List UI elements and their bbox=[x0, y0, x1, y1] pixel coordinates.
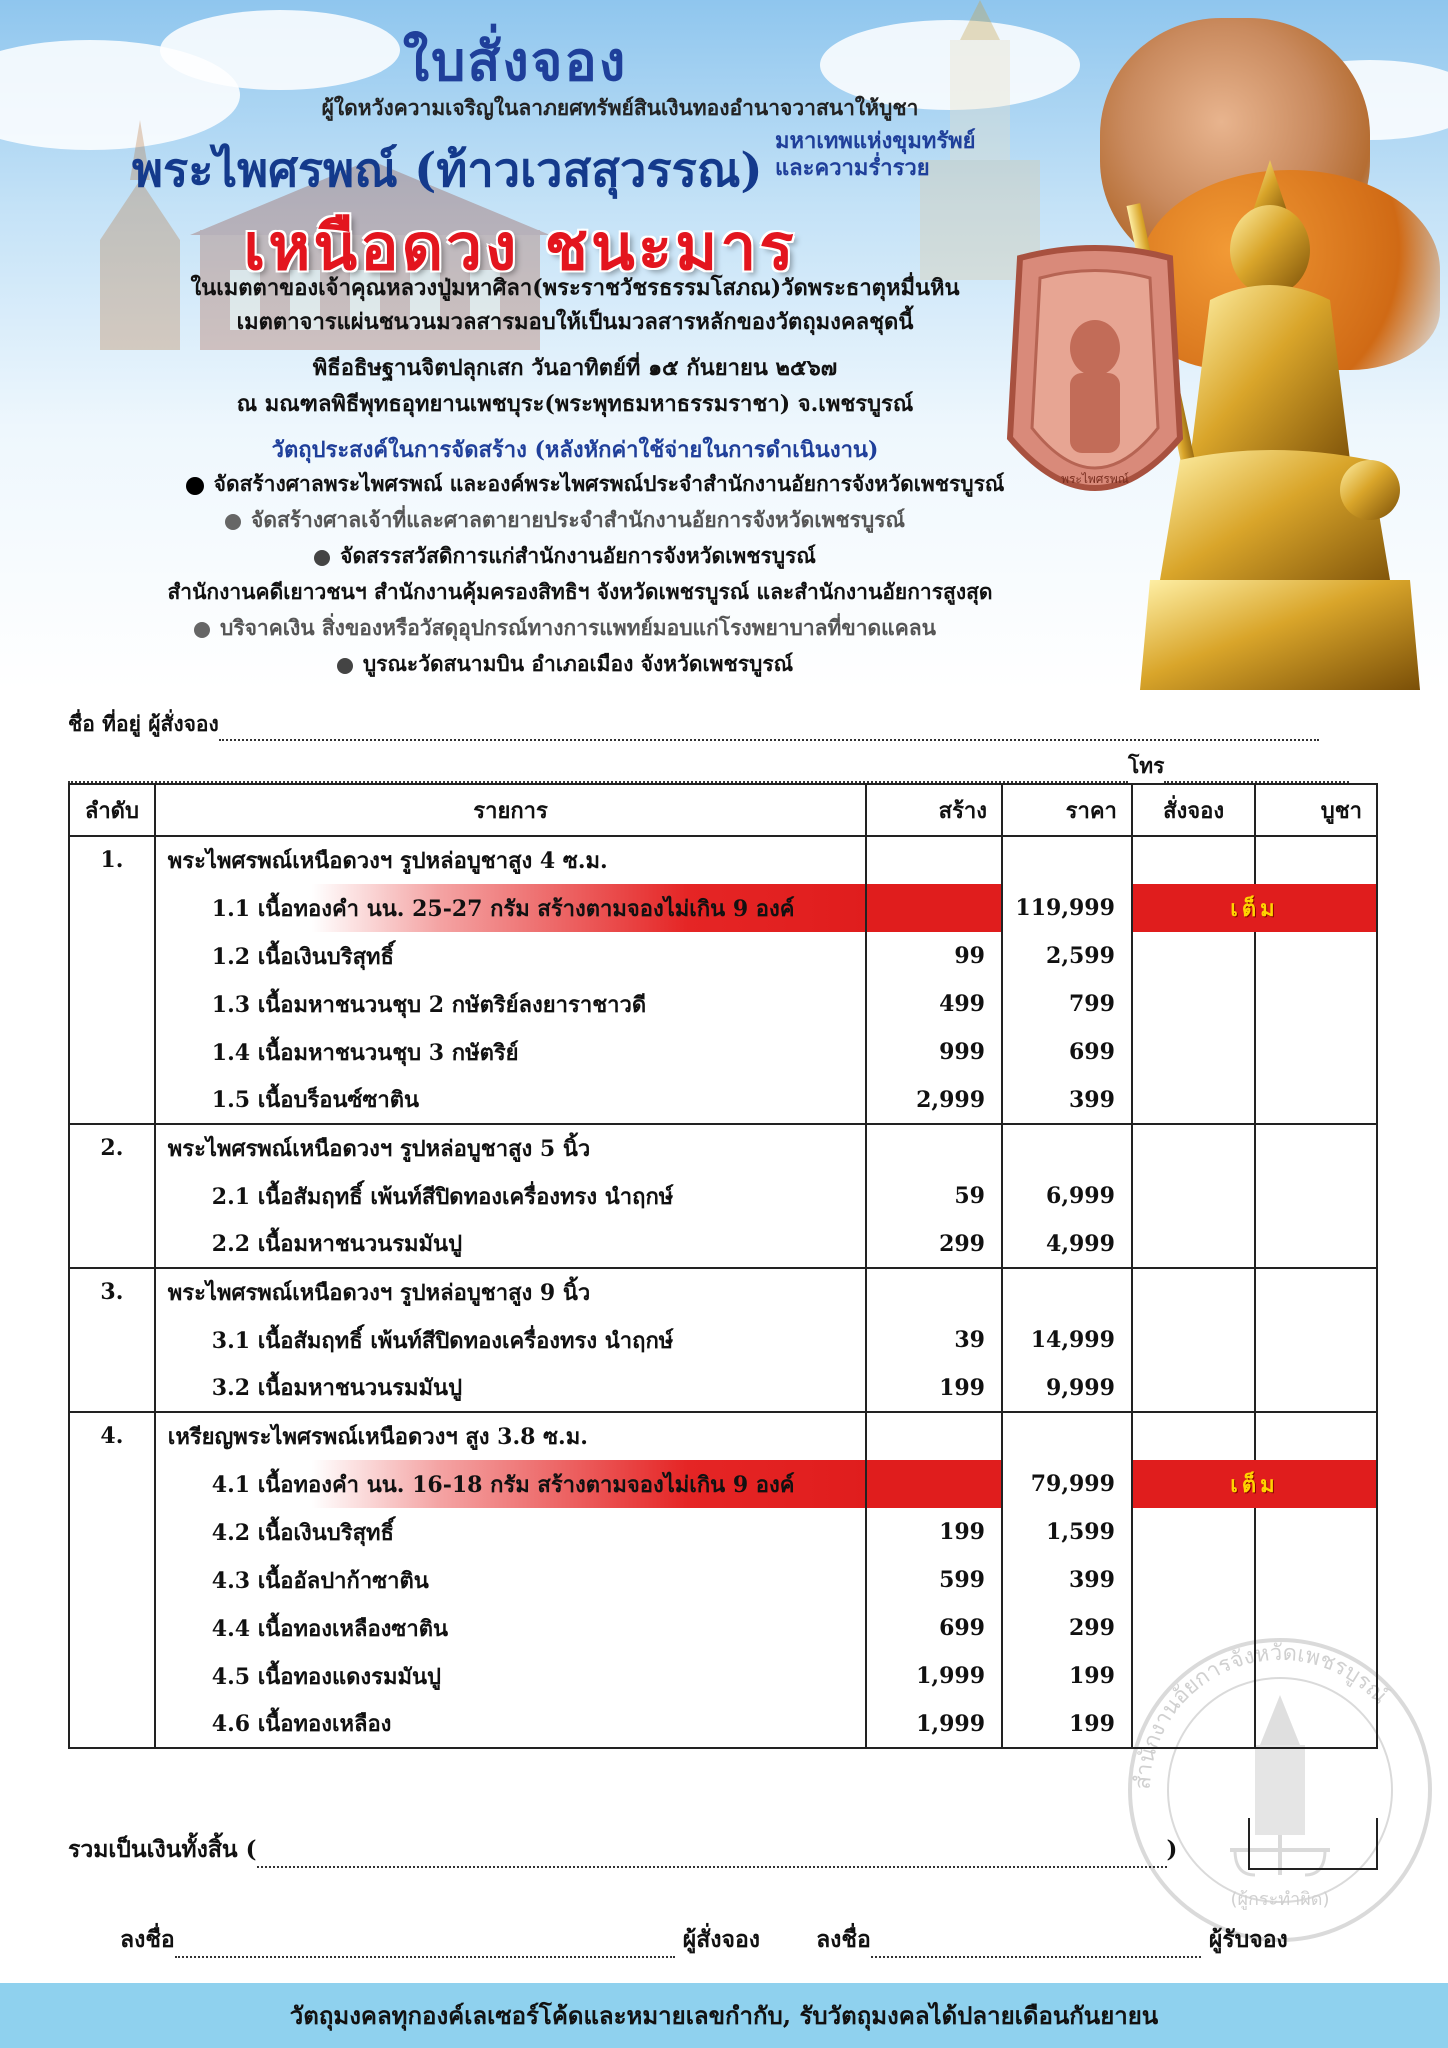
table-row bbox=[69, 1028, 1377, 1076]
order-cell[interactable] bbox=[1132, 1700, 1255, 1748]
deity-name: พระไพศรพณ์ (ท้าวเวสสุวรรณ) bbox=[132, 143, 763, 198]
table-row bbox=[69, 1604, 1377, 1652]
total-line: รวมเป็นเงินทั้งสิ้น ( ) bbox=[68, 1832, 1177, 1868]
item-price: 399 bbox=[1002, 1556, 1132, 1604]
venue-line: ณ มณฑลพิธีพุทธอุทยานเพชบุระ(พระพุทธมหาธรรมราชา) จ.เพชรบูรณ์ bbox=[236, 391, 914, 417]
item-quantity: 299 bbox=[866, 1220, 1002, 1268]
order-table bbox=[68, 783, 1378, 1749]
group-title: พระไพศรพณ์เหนือดวงฯ รูปหล่อบูชาสูง 4 ซ.ม. bbox=[155, 836, 867, 884]
amount-cell[interactable] bbox=[1255, 980, 1377, 1028]
amount-cell[interactable] bbox=[1255, 1508, 1377, 1556]
item-description: 2.2 เนื้อมหาชนวนรมมันปู bbox=[155, 1220, 867, 1268]
item-quantity: 199 bbox=[866, 1508, 1002, 1556]
purpose-text: สำนักงานคดีเยาวชนฯ สำนักงานคุ้มครองสิทธิฯ จังหวัดเพชรบูรณ์ และสำนักงานอัยการสูงสุด bbox=[167, 579, 993, 604]
item-quantity: 699 bbox=[866, 1604, 1002, 1652]
item-quantity: 39 bbox=[866, 1316, 1002, 1364]
order-cell[interactable] bbox=[1132, 1364, 1255, 1412]
table-row bbox=[69, 1556, 1377, 1604]
amount-cell[interactable] bbox=[1255, 1556, 1377, 1604]
group-index: 3. bbox=[69, 1268, 155, 1316]
item-description: 4.4 เนื้อทองเหลืองซาติน bbox=[155, 1604, 867, 1652]
ceremony-line: พิธีอธิษฐานจิตปลุกเสก วันอาทิตย์ที่ ๑๕ กันยายน ๒๕๖๗ bbox=[312, 355, 838, 381]
total-label: รวมเป็นเงินทั้งสิ้น bbox=[68, 1836, 238, 1863]
item-quantity: 1,999 bbox=[866, 1652, 1002, 1700]
total-box[interactable] bbox=[1248, 1818, 1378, 1870]
header-price: ราคา bbox=[1002, 784, 1132, 836]
table-row bbox=[69, 1220, 1377, 1268]
item-price: 6,999 bbox=[1002, 1172, 1132, 1220]
tagline-line-2: และความร่ำรวย bbox=[775, 155, 930, 181]
header-index: ลำดับ bbox=[69, 784, 155, 836]
item-quantity: 599 bbox=[866, 1556, 1002, 1604]
order-cell[interactable] bbox=[1132, 1220, 1255, 1268]
signature-line bbox=[120, 1922, 1288, 1958]
item-price: 199 bbox=[1002, 1652, 1132, 1700]
phone-field[interactable] bbox=[1164, 761, 1349, 783]
header-quantity: สร้าง bbox=[866, 784, 1002, 836]
name-address-field[interactable] bbox=[219, 719, 1319, 741]
item-quantity: 999 bbox=[866, 1028, 1002, 1076]
name-address-line bbox=[68, 708, 1319, 741]
table-row bbox=[69, 1508, 1377, 1556]
purpose-item bbox=[60, 576, 1100, 609]
item-price: 699 bbox=[1002, 1028, 1132, 1076]
bullet-icon bbox=[194, 622, 210, 638]
item-quantity bbox=[866, 884, 1002, 932]
item-description: 1.1 เนื้อทองคำ นน. 25-27 กรัม สร้างตามจองไม่เกิน 9 องค์ bbox=[155, 884, 867, 932]
table-row bbox=[69, 980, 1377, 1028]
item-description: 1.5 เนื้อบร็อนซ์ซาติน bbox=[155, 1076, 867, 1124]
purpose-item bbox=[100, 540, 1030, 573]
item-price: 14,999 bbox=[1002, 1316, 1132, 1364]
item-quantity: 1,999 bbox=[866, 1700, 1002, 1748]
tagline bbox=[775, 128, 976, 182]
purpose-text: บูรณะวัดสนามบิน อำเภอเมือง จังหวัดเพชรบูรณ์ bbox=[362, 651, 794, 676]
purpose-item bbox=[100, 612, 1030, 645]
purpose-title: วัตถุประสงค์ในการจัดสร้าง (หลังหักค่าใช้จ่ายในการดำเนินงาน) bbox=[271, 437, 879, 463]
medal-label: พระไพศรพณ์ bbox=[1061, 472, 1129, 486]
item-description: 1.4 เนื้อมหาชนวนชุบ 3 กษัตริย์ bbox=[155, 1028, 867, 1076]
group-index: 2. bbox=[69, 1124, 155, 1172]
red-title: เหนือดวง ชนะมาร bbox=[243, 210, 797, 285]
item-price: 1,599 bbox=[1002, 1508, 1132, 1556]
table-group-row bbox=[69, 1412, 1377, 1460]
item-price: 2,599 bbox=[1002, 932, 1132, 980]
item-description: 4.1 เนื้อทองคำ นน. 16-18 กรัม สร้างตามจองไม่เกิน 9 องค์ bbox=[155, 1460, 867, 1508]
purpose-item bbox=[100, 468, 1090, 501]
address-field[interactable] bbox=[68, 761, 1128, 783]
sold-out-badge: เต็ม bbox=[1132, 1460, 1377, 1508]
item-price: 119,999 bbox=[1002, 884, 1132, 932]
page-title: ใบสั่งจอง bbox=[402, 29, 628, 93]
bullet-icon bbox=[225, 514, 241, 530]
item-quantity: 499 bbox=[866, 980, 1002, 1028]
purpose-text: บริจาคเงิน สิ่งของหรือวัสดุอุปกรณ์ทางการแพทย์มอบแก่โรงพยาบาลที่ขาดแคลน bbox=[220, 615, 936, 640]
amount-cell[interactable] bbox=[1255, 1364, 1377, 1412]
order-cell[interactable] bbox=[1132, 1316, 1255, 1364]
group-title: เหรียญพระไพศรพณ์เหนือดวงฯ สูง 3.8 ซ.ม. bbox=[155, 1412, 867, 1460]
amount-cell[interactable] bbox=[1255, 1220, 1377, 1268]
seal-text-2: (ผู้กระทำผิด) bbox=[1230, 1889, 1330, 1910]
order-cell[interactable] bbox=[1132, 1652, 1255, 1700]
intro-line-1: ในเมตตาของเจ้าคุณหลวงปู่มหาศิลา(พระราชวัชรธรรมโสภณ)วัดพระธาตุหมื่นหิน bbox=[190, 275, 960, 301]
item-price: 4,999 bbox=[1002, 1220, 1132, 1268]
group-title: พระไพศรพณ์เหนือดวงฯ รูปหล่อบูชาสูง 5 นิ้ว bbox=[155, 1124, 867, 1172]
purpose-item bbox=[100, 648, 1030, 681]
table-group-row bbox=[69, 1268, 1377, 1316]
group-title: พระไพศรพณ์เหนือดวงฯ รูปหล่อบูชาสูง 9 นิ้ว bbox=[155, 1268, 867, 1316]
receiver-signature-field[interactable] bbox=[871, 1936, 1201, 1958]
purpose-item bbox=[100, 504, 1030, 537]
item-quantity: 199 bbox=[866, 1364, 1002, 1412]
bullet-icon bbox=[314, 550, 330, 566]
order-cell[interactable] bbox=[1132, 1508, 1255, 1556]
amount-cell[interactable] bbox=[1255, 1172, 1377, 1220]
item-price: 79,999 bbox=[1002, 1460, 1132, 1508]
subtitle: ผู้ใดหวังความเจริญในลาภยศทรัพย์สินเงินทองอำนาจวาสนาให้บูชา bbox=[321, 95, 919, 120]
tagline-line-1: มหาเทพแห่งขุมทรัพย์ bbox=[775, 128, 976, 154]
bullet-icon bbox=[186, 477, 204, 495]
amount-cell[interactable] bbox=[1255, 1700, 1377, 1748]
intro-line-2: เมตตาจารแผ่นชนวนมวลสารมอบให้เป็นมวลสารหลักของวัตถุมงคลชุดนี้ bbox=[236, 309, 914, 335]
item-description: 2.1 เนื้อสัมฤทธิ์ เพ้นท์สีปิดทองเครื่องทรง นำฤกษ์ bbox=[155, 1172, 867, 1220]
table-group-row bbox=[69, 836, 1377, 884]
orderer-signature-field[interactable] bbox=[175, 1936, 675, 1958]
order-cell[interactable] bbox=[1132, 1028, 1255, 1076]
sign-label: ลงชื่อ bbox=[120, 1926, 175, 1953]
sign-label: ลงชื่อ bbox=[816, 1926, 871, 1953]
table-row bbox=[69, 1700, 1377, 1748]
table-row bbox=[69, 1460, 1377, 1508]
table-header-row bbox=[69, 784, 1377, 836]
item-quantity: 99 bbox=[866, 932, 1002, 980]
purpose-text: จัดสร้างศาลเจ้าที่และศาลตายายประจำสำนักงานอัยการจังหวัดเพชรบูรณ์ bbox=[251, 507, 905, 532]
total-field[interactable] bbox=[257, 1846, 1167, 1868]
amount-cell[interactable] bbox=[1255, 1076, 1377, 1124]
order-cell[interactable] bbox=[1132, 1556, 1255, 1604]
purpose-text: จัดสร้างศาลพระไพศรพณ์ และองค์พระไพศรพณ์ประจำสำนักงานอัยการจังหวัดเพชรบูรณ์ bbox=[213, 471, 1005, 496]
item-price: 199 bbox=[1002, 1700, 1132, 1748]
order-cell[interactable] bbox=[1132, 1076, 1255, 1124]
phone-label: โทร bbox=[1128, 753, 1165, 778]
item-description: 3.2 เนื้อมหาชนวนรมมันปู bbox=[155, 1364, 867, 1412]
table-group-row bbox=[69, 1124, 1377, 1172]
table-row bbox=[69, 1076, 1377, 1124]
purpose-text: จัดสรรสวัสดิการแก่สำนักงานอัยการจังหวัดเพชรบูรณ์ bbox=[340, 543, 816, 568]
item-quantity bbox=[866, 1460, 1002, 1508]
item-description: 3.1 เนื้อสัมฤทธิ์ เพ้นท์สีปิดทองเครื่องทรง นำฤกษ์ bbox=[155, 1316, 867, 1364]
phone-line bbox=[68, 750, 1349, 783]
table-row bbox=[69, 1172, 1377, 1220]
item-price: 299 bbox=[1002, 1604, 1132, 1652]
group-index: 1. bbox=[69, 836, 155, 884]
amount-cell[interactable] bbox=[1255, 932, 1377, 980]
footer-banner: วัตถุมงคลทุกองค์เลเซอร์โค้ดและหมายเลขกำกับ, รับวัตถุมงคลได้ปลายเดือนกันยายน bbox=[0, 1983, 1448, 2048]
bullet-icon bbox=[337, 658, 353, 674]
order-cell[interactable] bbox=[1132, 932, 1255, 980]
sold-out-badge: เต็ม bbox=[1132, 884, 1377, 932]
item-description: 1.3 เนื้อมหาชนวนชุบ 2 กษัตริย์ลงยาราชาวดี bbox=[155, 980, 867, 1028]
header-total: บูชา bbox=[1255, 784, 1377, 836]
item-price: 9,999 bbox=[1002, 1364, 1132, 1412]
table-row bbox=[69, 1652, 1377, 1700]
item-description: 1.2 เนื้อเงินบริสุทธิ์ bbox=[155, 932, 867, 980]
table-row bbox=[69, 932, 1377, 980]
group-index: 4. bbox=[69, 1412, 155, 1460]
name-address-label: ชื่อ ที่อยู่ ผู้สั่งจอง bbox=[68, 711, 219, 736]
amount-cell[interactable] bbox=[1255, 1028, 1377, 1076]
item-price: 399 bbox=[1002, 1076, 1132, 1124]
table-row bbox=[69, 1316, 1377, 1364]
item-quantity: 59 bbox=[866, 1172, 1002, 1220]
item-description: 4.3 เนื้ออัลปาก้าซาติน bbox=[155, 1556, 867, 1604]
amount-cell[interactable] bbox=[1255, 1652, 1377, 1700]
item-description: 4.2 เนื้อเงินบริสุทธิ์ bbox=[155, 1508, 867, 1556]
order-cell[interactable] bbox=[1132, 980, 1255, 1028]
receiver-label: ผู้รับจอง bbox=[1208, 1926, 1288, 1953]
orderer-label: ผู้สั่งจอง bbox=[682, 1926, 761, 1953]
order-cell[interactable] bbox=[1132, 1604, 1255, 1652]
seal-text-1: สำนักงานอัยการจังหวัดเพชรบูรณ์ bbox=[1130, 1640, 1393, 1791]
table-row bbox=[69, 884, 1377, 932]
amount-cell[interactable] bbox=[1255, 1316, 1377, 1364]
table-row bbox=[69, 1364, 1377, 1412]
order-cell[interactable] bbox=[1132, 1172, 1255, 1220]
item-description: 4.5 เนื้อทองแดงรมมันปู bbox=[155, 1652, 867, 1700]
item-price: 799 bbox=[1002, 980, 1132, 1028]
item-quantity: 2,999 bbox=[866, 1076, 1002, 1124]
amount-cell[interactable] bbox=[1255, 1604, 1377, 1652]
header-item: รายการ bbox=[155, 784, 867, 836]
item-description: 4.6 เนื้อทองเหลือง bbox=[155, 1700, 867, 1748]
header-order: สั่งจอง bbox=[1132, 784, 1255, 836]
